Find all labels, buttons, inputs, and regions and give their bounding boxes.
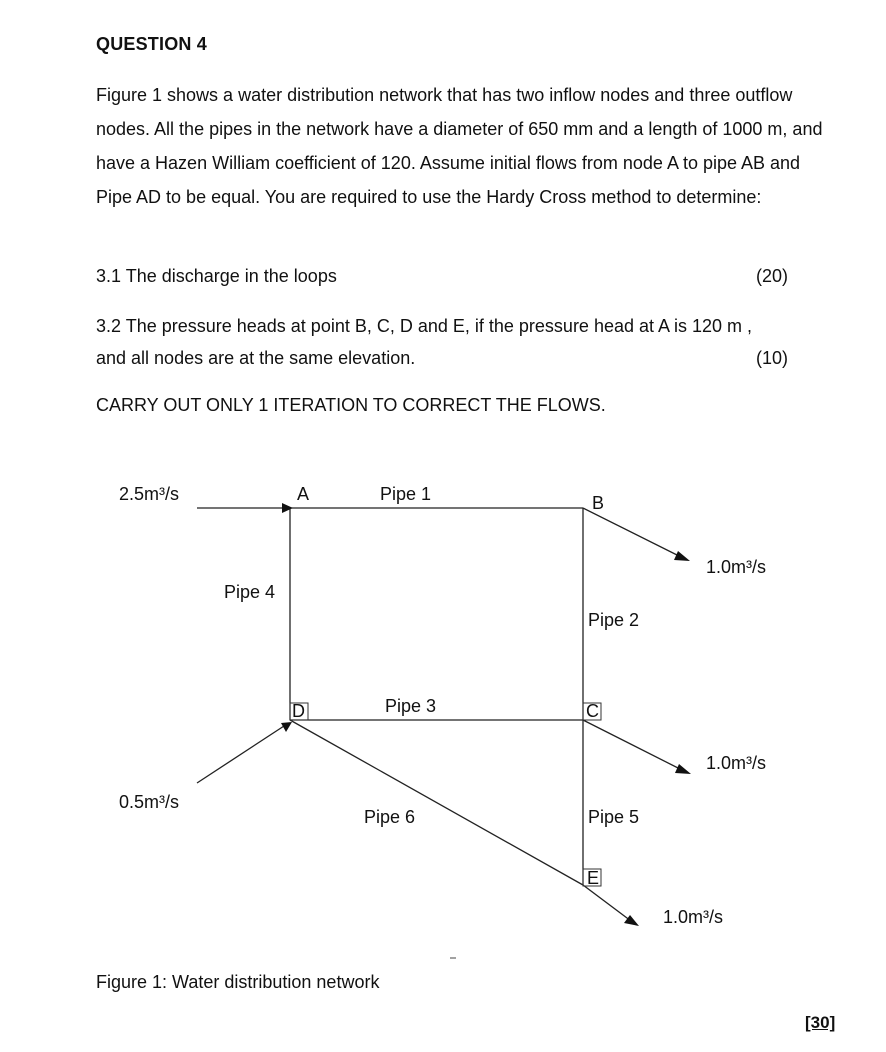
pipe6-line	[290, 720, 583, 885]
node-c-label: C	[586, 701, 599, 721]
outflow-b-label: 1.0m³/s	[706, 557, 767, 577]
pipe1-label: Pipe 1	[380, 484, 432, 504]
inflow-d-line	[197, 726, 284, 783]
part-3-2-text-line2: and all nodes are at the same elevation.	[96, 348, 416, 368]
node-d-label: D	[292, 701, 305, 721]
part-3-2-text-line1: 3.2 The pressure heads at point B, C, D and E, if the pressure head at A is 120 m ,	[96, 316, 753, 336]
node-e-label: E	[587, 868, 600, 888]
total-marks: [30]	[805, 1013, 836, 1032]
pipe4-label: Pipe 4	[224, 582, 276, 602]
pipe5-label: Pipe 5	[588, 807, 640, 827]
node-b-label: B	[592, 493, 605, 513]
inflow-a-arrow	[282, 503, 293, 513]
pipe6-label: Pipe 6	[364, 807, 416, 827]
outflow-c-arrow	[675, 764, 691, 774]
instruction: CARRY OUT ONLY 1 ITERATION TO CORRECT THE FLOWS.	[96, 395, 606, 415]
inflow-d-label: 0.5m³/s	[119, 792, 180, 812]
pipe3-label: Pipe 3	[385, 696, 437, 716]
inflow-a-label: 2.5m³/s	[119, 484, 180, 504]
outflow-c-label: 1.0m³/s	[706, 753, 767, 773]
outflow-b-line	[583, 508, 681, 557]
node-a-label: A	[297, 484, 310, 504]
pipe2-label: Pipe 2	[588, 610, 640, 630]
figure-caption: Figure 1: Water distribution network	[96, 972, 380, 992]
question-paragraph: Figure 1 shows a water distribution network that has two inflow nodes and three outflow nodes. All the pipes in the network have a diameter of 650 mm and a length of 1000 m, and have a Hazen William coefficient of 120. Assume initial flows from node A to pipe AB and Pipe AD to be equal. You are required to use the Hardy Cross method to determine:	[96, 85, 823, 207]
part-3-1-text: 3.1 The discharge in the loops	[96, 266, 337, 286]
outflow-b-arrow	[674, 551, 690, 561]
part-3-2-marks: (10)	[755, 348, 788, 368]
part-3-1-marks: (20)	[755, 266, 788, 286]
outflow-e-label: 1.0m³/s	[663, 907, 724, 927]
outflow-e-line	[583, 885, 631, 921]
outflow-c-line	[583, 720, 682, 770]
question-title: QUESTION 4	[96, 34, 208, 54]
